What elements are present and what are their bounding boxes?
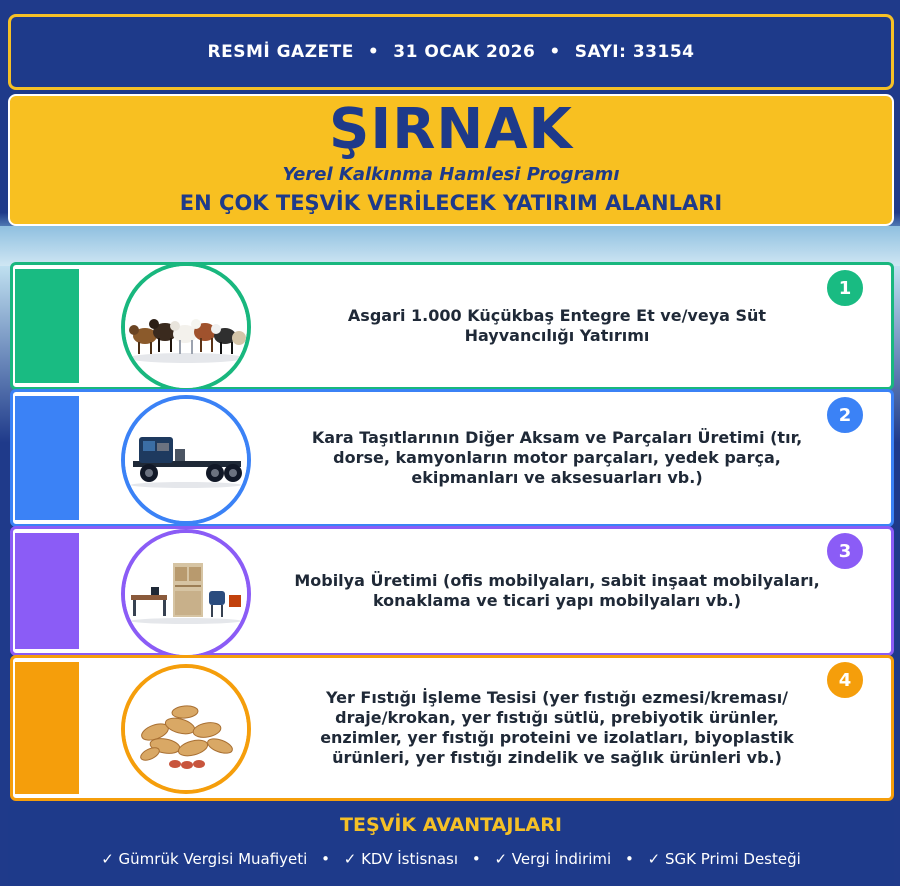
sky-background [0,226,900,266]
truck-chassis-image [121,395,251,525]
section-subtitle: EN ÇOK TEŞVİK VERİLECEK YATIRIM ALANLARI [179,191,723,215]
investment-card-3 [10,526,894,656]
publication-date: 31 OCAK 2026 [393,42,536,62]
title-panel [8,94,894,226]
publication-name: RESMİ GAZETE [207,42,354,62]
program-name: Yerel Kalkınma Hamlesi Programı [282,164,620,185]
gazette-header-band [8,14,894,90]
benefit-separator: • [625,850,634,868]
card-accent-stripe [15,269,79,383]
investment-card-2 [10,389,894,527]
header-separator: • [549,42,561,62]
benefit-customs-exemption: ✓ Gümrük Vergisi Muafiyeti [101,850,308,868]
issue-number: SAYI: 33154 [574,42,695,62]
benefit-sgk-support: ✓ SGK Primi Desteği [647,850,801,868]
card-accent-stripe [15,396,79,520]
card-accent-stripe [15,662,79,794]
advantages-title: TEŞVİK AVANTAJLARI [340,814,562,836]
item-number-badge: 1 [825,268,865,308]
card-accent-stripe [15,533,79,649]
benefit-separator: • [471,850,481,868]
sheep-goat-herd-image [121,262,251,392]
benefit-tax-reduction: ✓ Vergi İndirimi [494,850,612,868]
benefit-vat-exemption: ✓ KDV İstisnası [343,850,459,868]
investment-card-4 [10,655,894,801]
item-number-badge: 2 [825,395,865,435]
investment-description: Mobilya Üretimi (ofis mobilyaları, sabit inşaat mobilyaları, konaklama ve ticari yapı mobilyaları vb.) [294,571,820,610]
header-separator: • [367,42,380,62]
peanuts-image [121,664,251,794]
benefit-separator: • [321,850,330,868]
advantages-list [8,850,894,868]
investment-description: Asgari 1.000 Küçükbaş Entegre Et ve/veya Süt Hayvancılığı Yatırımı [347,306,767,345]
investment-description: Kara Taşıtlarının Diğer Aksam ve Parçaları Üretimi (tır, dorse, kamyonların motor parçaları, yedek parça, ekipmanları ve aksesuarları vb.) [311,428,803,487]
city-title: ŞIRNAK [329,97,573,162]
item-number-badge: 3 [825,531,865,571]
item-number-badge: 4 [825,660,865,700]
investment-description: Yer Fıstığı İşleme Tesisi (yer fıstığı ezmesi/kreması/ draje/krokan, yer fıstığı sütlü, prebiyotik ürünler, enzimler, yer fıstığı proteini ve izolatları, biyoplastik ürünleri, yer fıstığı zindelik ve sağlık ürünleri vb.) [320,688,794,767]
office-furniture-image [121,529,251,659]
investment-card-1 [10,262,894,390]
incentive-advantages-panel [8,804,894,886]
